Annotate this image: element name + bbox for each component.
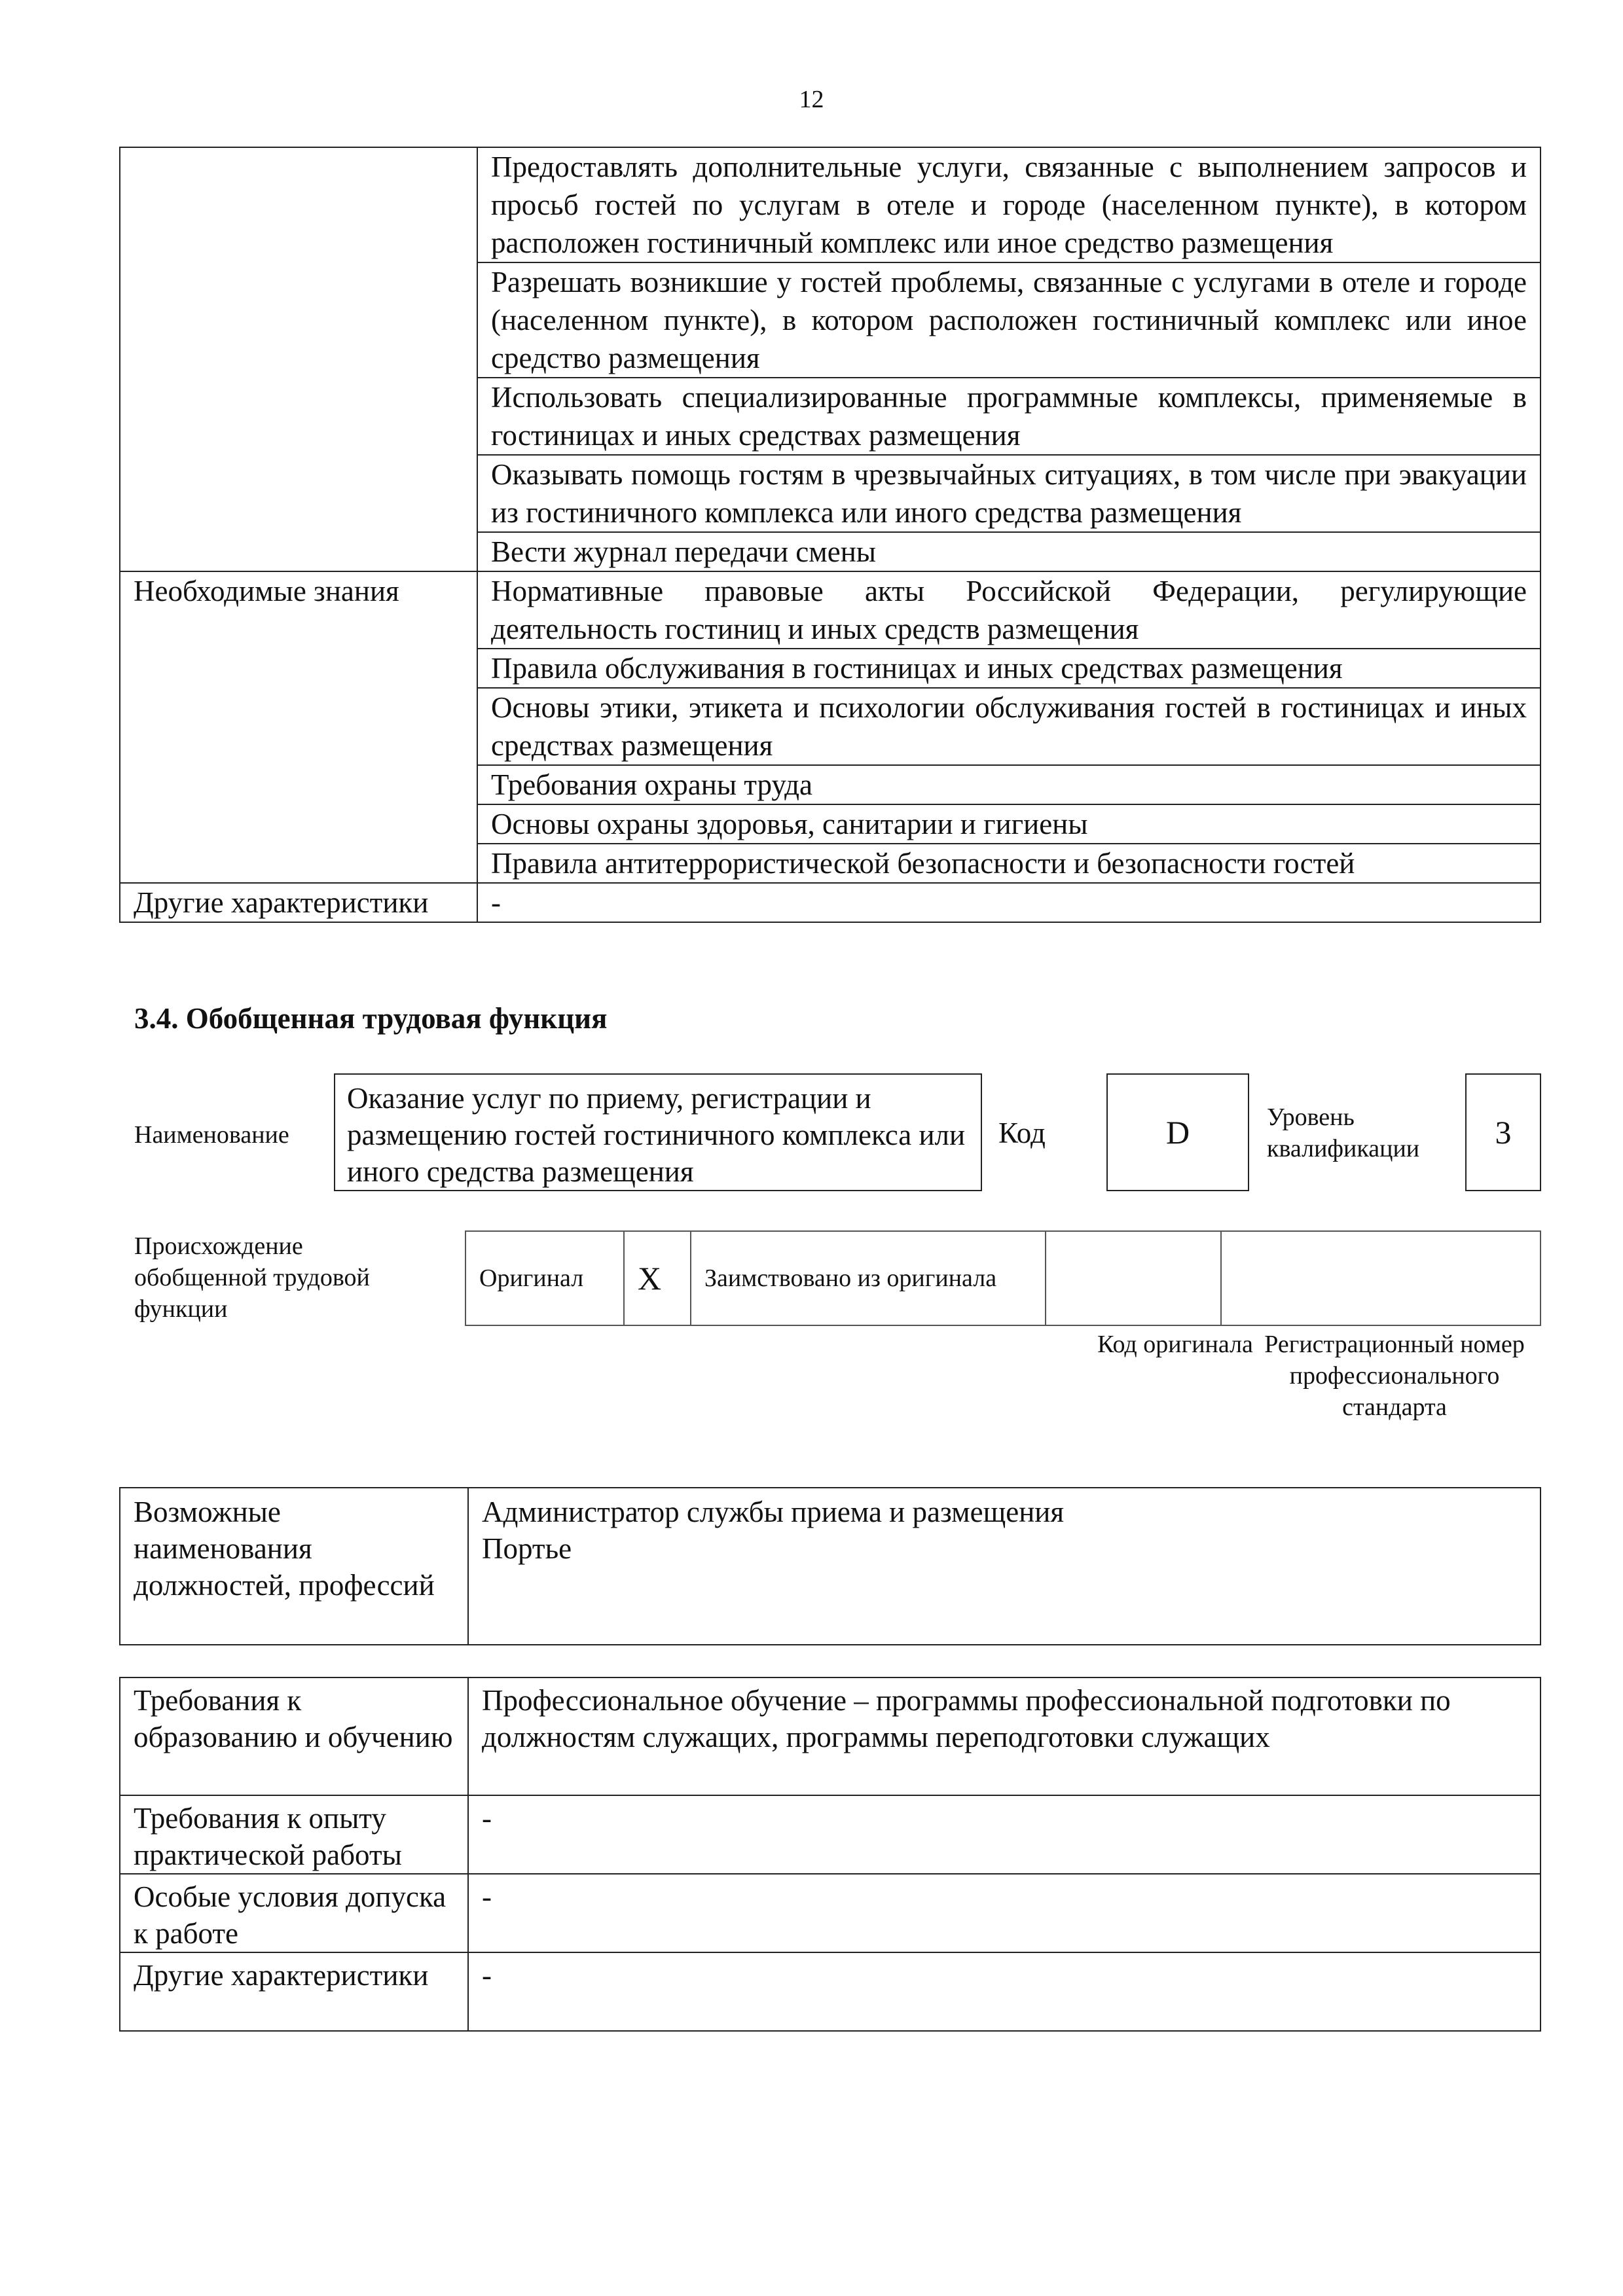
position-item: Портье xyxy=(482,1532,572,1565)
requirement-value: Профессиональное обучение – программы профессиональной подготовки по должностям служащих, программы переподготовки служащих xyxy=(468,1677,1541,1795)
requirement-value: - xyxy=(468,1874,1541,1952)
original-code-caption: Код оригинала xyxy=(1097,1331,1253,1358)
table-row xyxy=(120,1488,1541,1645)
row-label: Другие характеристики xyxy=(120,883,477,922)
table-row xyxy=(120,1952,1541,2031)
original-code-cell xyxy=(1046,1231,1221,1325)
positions-table xyxy=(119,1487,1541,1645)
table-row xyxy=(120,1874,1541,1952)
requirement-label: Особые условия допуска к работе xyxy=(120,1874,468,1952)
requirement-value: - xyxy=(468,1952,1541,2031)
requirement-label: Требования к опыту практической работы xyxy=(120,1795,468,1874)
knowledge-item: Основы этики, этикета и психологии обслуживания гостей в гостиницах и иных средствах размещения xyxy=(477,688,1541,765)
table-row xyxy=(120,1677,1541,1795)
table-row xyxy=(465,1231,1541,1325)
row-label xyxy=(120,147,477,571)
skill-item: Предоставлять дополнительные услуги, связанные с выполнением запросов и просьб гостей по услугам в отеле и городе (населенном пункте), в котором расположен гостиничный комплекс или иное средство размещения xyxy=(477,147,1541,262)
requirement-value: - xyxy=(468,1795,1541,1874)
requirement-label: Другие характеристики xyxy=(120,1952,468,2031)
other-characteristics-value: - xyxy=(477,883,1541,922)
table-row xyxy=(120,147,1541,262)
knowledge-item: Правила обслуживания в гостиницах и иных средствах размещения xyxy=(477,649,1541,688)
position-item: Администратор службы приема и размещения xyxy=(482,1496,1065,1528)
skill-item: Разрешать возникшие у гостей проблемы, связанные с услугами в отеле и городе (населенном пункте), в котором расположен гостиничный комплекс или иное средство размещения xyxy=(477,262,1541,378)
table-row xyxy=(120,1795,1541,1874)
skills-knowledge-table xyxy=(119,147,1541,923)
name-label: Наименование xyxy=(134,1121,289,1149)
page-number: 12 xyxy=(799,86,824,113)
knowledge-item: Правила антитеррористической безопасности и безопасности гостей xyxy=(477,844,1541,883)
positions-values xyxy=(468,1488,1541,1645)
code-label: Код xyxy=(998,1117,1046,1149)
original-mark: X xyxy=(624,1231,691,1325)
requirements-table xyxy=(119,1677,1541,2032)
registration-number-cell xyxy=(1221,1231,1541,1325)
knowledge-item: Основы охраны здоровья, санитарии и гигиены xyxy=(477,804,1541,844)
registration-number-caption: Регистрационный номер профессионального стандарта xyxy=(1264,1331,1525,1421)
requirement-label: Требования к образованию и обучению xyxy=(120,1677,468,1795)
section-heading: 3.4. Обобщенная трудовая функция xyxy=(134,1002,608,1035)
skill-item: Вести журнал передачи смены xyxy=(477,532,1541,571)
positions-label: Возможные наименования должностей, профессий xyxy=(120,1488,468,1645)
skill-item: Оказывать помощь гостям в чрезвычайных ситуациях, в том числе при эвакуации из гостиничного комплекса или иного средства размещения xyxy=(477,455,1541,532)
origin-label: Происхождение обобщенной трудовой функции xyxy=(134,1232,370,1323)
borrowed-label: Заимствовано из оригинала xyxy=(691,1231,1046,1325)
origin-table xyxy=(465,1230,1541,1326)
knowledge-item: Нормативные правовые акты Российской Федерации, регулирующие деятельность гостиниц и иных средств размещения xyxy=(477,571,1541,649)
original-label: Оригинал xyxy=(465,1231,624,1325)
qualification-level-label: Уровень квалификации xyxy=(1267,1103,1420,1162)
knowledge-item: Требования охраны труда xyxy=(477,765,1541,804)
table-row xyxy=(120,883,1541,922)
row-label: Необходимые знания xyxy=(120,571,477,883)
qualification-level-box: 3 xyxy=(1465,1073,1541,1191)
function-name-box: Оказание услуг по приему, регистрации и размещению гостей гостиничного комплекса или иного средства размещения xyxy=(334,1073,982,1191)
skill-item: Использовать специализированные программные комплексы, применяемые в гостиницах и иных средствах размещения xyxy=(477,378,1541,455)
code-box: D xyxy=(1106,1073,1249,1191)
table-row xyxy=(120,571,1541,649)
